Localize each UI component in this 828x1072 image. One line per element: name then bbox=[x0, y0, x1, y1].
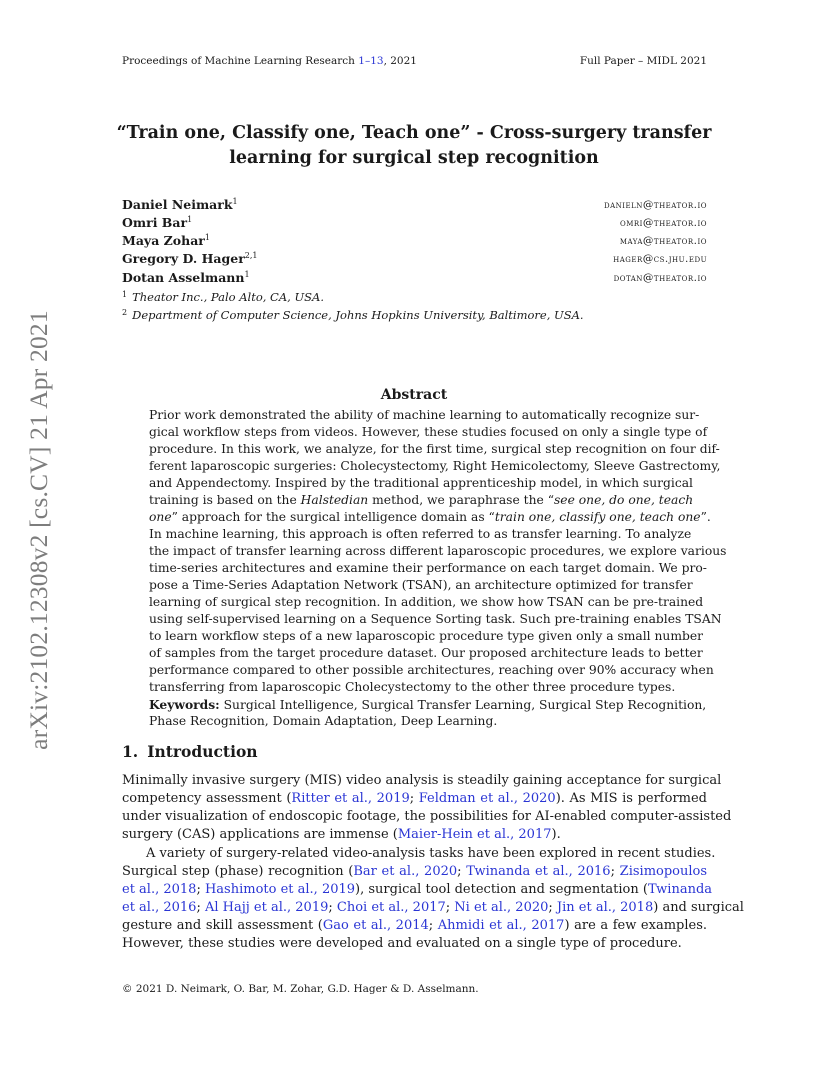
body-text: Surgical step (phase) recognition ( bbox=[122, 864, 354, 879]
citation-link[interactable]: Feldman et al., 2020 bbox=[418, 791, 556, 806]
body-text: ; bbox=[445, 900, 455, 915]
abstract-line: and Appendectomy. Inspired by the traditional apprenticeship model, in which surgical bbox=[149, 476, 693, 490]
abstract-text: method, we paraphrase the “ bbox=[368, 493, 554, 507]
citation-link[interactable]: et al., 2016 bbox=[122, 900, 197, 915]
author-name bbox=[122, 233, 210, 248]
citation-link[interactable]: Ritter et al., 2019 bbox=[291, 791, 410, 806]
abstract-emphasis: train one, classify one, teach one bbox=[494, 510, 701, 524]
abstract-line: transferring from laparoscopic Cholecystectomy to the other three procedure types. bbox=[149, 680, 676, 694]
body-text: ; bbox=[428, 918, 438, 933]
author-row bbox=[122, 233, 707, 251]
body-text: competency assessment ( bbox=[122, 791, 292, 806]
paper-title bbox=[110, 121, 718, 171]
citation-link[interactable]: Gao et al., 2014 bbox=[322, 918, 429, 933]
body-line bbox=[122, 881, 713, 899]
abstract-line: of samples from the target procedure dataset. Our proposed architecture leads to better bbox=[149, 646, 703, 660]
keywords-line bbox=[149, 696, 707, 713]
abstract-text: ” approach for the surgical intelligence domain as “ bbox=[171, 510, 495, 524]
keywords-label: Keywords: bbox=[149, 697, 220, 712]
section-title: Introduction bbox=[147, 742, 258, 761]
abstract-line: pose a Time-Series Adaptation Network (TSAN), an architecture optimized for transfer bbox=[149, 578, 693, 592]
section-heading-introduction bbox=[122, 742, 258, 761]
abstract-line bbox=[149, 509, 711, 526]
abstract-heading: Abstract bbox=[380, 387, 448, 403]
body-text: surgery (CAS) applications are immense ( bbox=[122, 827, 398, 842]
citation-link[interactable]: Jin et al., 2018 bbox=[556, 900, 654, 915]
body-line: under visualization of endoscopic footage, the possibilities for AI-enabled computer-assisted bbox=[122, 809, 732, 824]
body-text: ). As MIS is performed bbox=[555, 791, 708, 806]
body-text: ; bbox=[548, 900, 557, 915]
author-email: maya@theator.io bbox=[619, 235, 707, 247]
running-header-left bbox=[122, 55, 417, 67]
author-name-text: Omri Bar bbox=[122, 215, 188, 230]
abstract-line: gical workflow steps from videos. However, these studies focused on only a single type of bbox=[149, 425, 708, 439]
author-name-text: Gregory D. Hager bbox=[122, 251, 245, 266]
abstract-emphasis: see one, do one, teach bbox=[553, 493, 694, 507]
author-name-text: Daniel Neimark bbox=[122, 197, 233, 212]
body-text: ; bbox=[196, 900, 205, 915]
body-line: Minimally invasive surgery (MIS) video analysis is steadily gaining acceptance for surgical bbox=[122, 773, 722, 788]
abstract-line: Prior work demonstrated the ability of machine learning to automatically recognize sur- bbox=[149, 408, 700, 422]
abstract-line: procedure. In this work, we analyze, for the first time, surgical step recognition on four dif- bbox=[149, 442, 720, 456]
author-row bbox=[122, 215, 707, 233]
citation-link[interactable]: Choi et al., 2017 bbox=[336, 900, 446, 915]
arxiv-side-stamp bbox=[17, 290, 61, 770]
body-line bbox=[122, 863, 707, 881]
title-line-2: learning for surgical step recognition bbox=[229, 148, 599, 168]
author-row bbox=[122, 251, 707, 269]
abstract-line: performance compared to other possible architectures, reaching over 90% accuracy when bbox=[149, 663, 714, 677]
header-pages-link[interactable]: 1–13 bbox=[358, 55, 384, 67]
body-line bbox=[122, 899, 744, 917]
running-header-right: Full Paper – MIDL 2021 bbox=[579, 55, 707, 67]
body-text: ). bbox=[551, 827, 561, 842]
author-email: hager@cs.jhu.edu bbox=[613, 253, 707, 265]
abstract-line: using self-supervised learning on a Sequence Sorting task. Such pre-training enables TSAN bbox=[149, 612, 722, 626]
affiliation-mark: 1 bbox=[122, 290, 128, 299]
abstract-text: ”. bbox=[700, 510, 711, 524]
citation-link[interactable]: Bar et al., 2020 bbox=[353, 864, 458, 879]
citation-link[interactable]: Al Hajj et al., 2019 bbox=[204, 900, 329, 915]
abstract-emphasis: Halstedian bbox=[300, 493, 369, 507]
author-affil-mark: 1 bbox=[187, 215, 193, 224]
affiliation bbox=[122, 290, 324, 304]
author-row bbox=[122, 270, 707, 288]
body-line bbox=[122, 917, 707, 935]
citation-link[interactable]: Twinanda bbox=[647, 882, 713, 897]
author-affil-mark: 1 bbox=[204, 233, 210, 242]
copyright-footer: © 2021 D. Neimark, O. Bar, M. Zohar, G.D. Hager & D. Asselmann. bbox=[122, 983, 479, 995]
body-line bbox=[122, 790, 707, 808]
author-name-text: Dotan Asselmann bbox=[122, 270, 245, 285]
author-affil-mark: 2,1 bbox=[244, 251, 258, 260]
body-line bbox=[122, 826, 707, 844]
affiliation-mark: 2 bbox=[122, 308, 128, 317]
body-text: ) are a few examples. bbox=[564, 918, 707, 933]
author-affil-mark: 1 bbox=[232, 197, 238, 206]
abstract-emphasis: one bbox=[149, 510, 172, 524]
citation-link[interactable]: Ni et al., 2020 bbox=[454, 900, 549, 915]
body-text: ) and surgical bbox=[653, 900, 744, 915]
title-line-1: “Train one, Classify one, Teach one” - Cross-surgery transfer bbox=[116, 123, 712, 143]
affiliation bbox=[122, 308, 584, 322]
author-row bbox=[122, 197, 707, 215]
author-email: danieln@theator.io bbox=[603, 199, 707, 211]
author-name bbox=[122, 251, 258, 266]
keywords-text: Surgical Intelligence, Surgical Transfer Learning, Surgical Step Recognition, bbox=[219, 698, 707, 712]
citation-link[interactable]: Hashimoto et al., 2019 bbox=[204, 882, 356, 897]
body-line: However, these studies were developed and evaluated on a single type of procedure. bbox=[122, 936, 682, 951]
abstract-line: In machine learning, this approach is often referred to as transfer learning. To analyze bbox=[149, 527, 692, 541]
citation-link[interactable]: Twinanda et al., 2016 bbox=[466, 864, 611, 879]
author-affil-mark: 1 bbox=[244, 270, 250, 279]
body-text: ; bbox=[610, 864, 620, 879]
citation-link[interactable]: Maier-Hein et al., 2017 bbox=[397, 827, 552, 842]
author-email: dotan@theator.io bbox=[613, 272, 707, 284]
abstract-line bbox=[149, 492, 694, 509]
body-text: ; bbox=[457, 864, 467, 879]
affiliation-text: Theator Inc., Palo Alto, CA, USA. bbox=[132, 290, 325, 304]
body-line: A variety of surgery-related video-analysis tasks have been explored in recent studies. bbox=[146, 846, 716, 861]
abstract-line: to learn workflow steps of a new laparoscopic procedure type given only a small number bbox=[149, 629, 704, 643]
header-year: , 2021 bbox=[383, 55, 417, 67]
abstract-line: time-series architectures and examine their performance on each target domain. We pro- bbox=[149, 561, 707, 575]
body-text: gesture and skill assessment ( bbox=[122, 918, 323, 933]
section-number: 1. bbox=[122, 742, 139, 761]
author-name bbox=[122, 270, 250, 285]
abstract-line: the impact of transfer learning across different laparoscopic procedures, we explore various bbox=[149, 544, 727, 558]
abstract-text: training is based on the bbox=[149, 493, 301, 507]
author-name-text: Maya Zohar bbox=[122, 233, 205, 248]
abstract-line: ferent laparoscopic surgeries: Cholecystectomy, Right Hemicolectomy, Sleeve Gastrectomy, bbox=[149, 459, 721, 473]
arxiv-id-text: arXiv:2102.12308v2 [cs.CV] 21 Apr 2021 bbox=[24, 310, 53, 750]
body-text: ; bbox=[409, 791, 419, 806]
header-proceedings: Proceedings of Machine Learning Research bbox=[122, 55, 359, 67]
citation-link[interactable]: Zisimopoulos bbox=[619, 864, 708, 879]
author-email: omri@theator.io bbox=[619, 217, 707, 229]
author-name bbox=[122, 197, 238, 212]
body-text: ), surgical tool detection and segmentation ( bbox=[355, 882, 648, 897]
citation-link[interactable]: et al., 2018 bbox=[122, 882, 197, 897]
affiliation-text: Department of Computer Science, Johns Hopkins University, Baltimore, USA. bbox=[132, 308, 584, 322]
abstract-line: learning of surgical step recognition. In addition, we show how TSAN can be pre-trained bbox=[149, 595, 704, 609]
keywords-line: Phase Recognition, Domain Adaptation, Deep Learning. bbox=[149, 714, 498, 728]
citation-link[interactable]: Ahmidi et al., 2017 bbox=[437, 918, 565, 933]
body-text: ; bbox=[196, 882, 205, 897]
author-name bbox=[122, 215, 192, 230]
body-text: ; bbox=[328, 900, 337, 915]
